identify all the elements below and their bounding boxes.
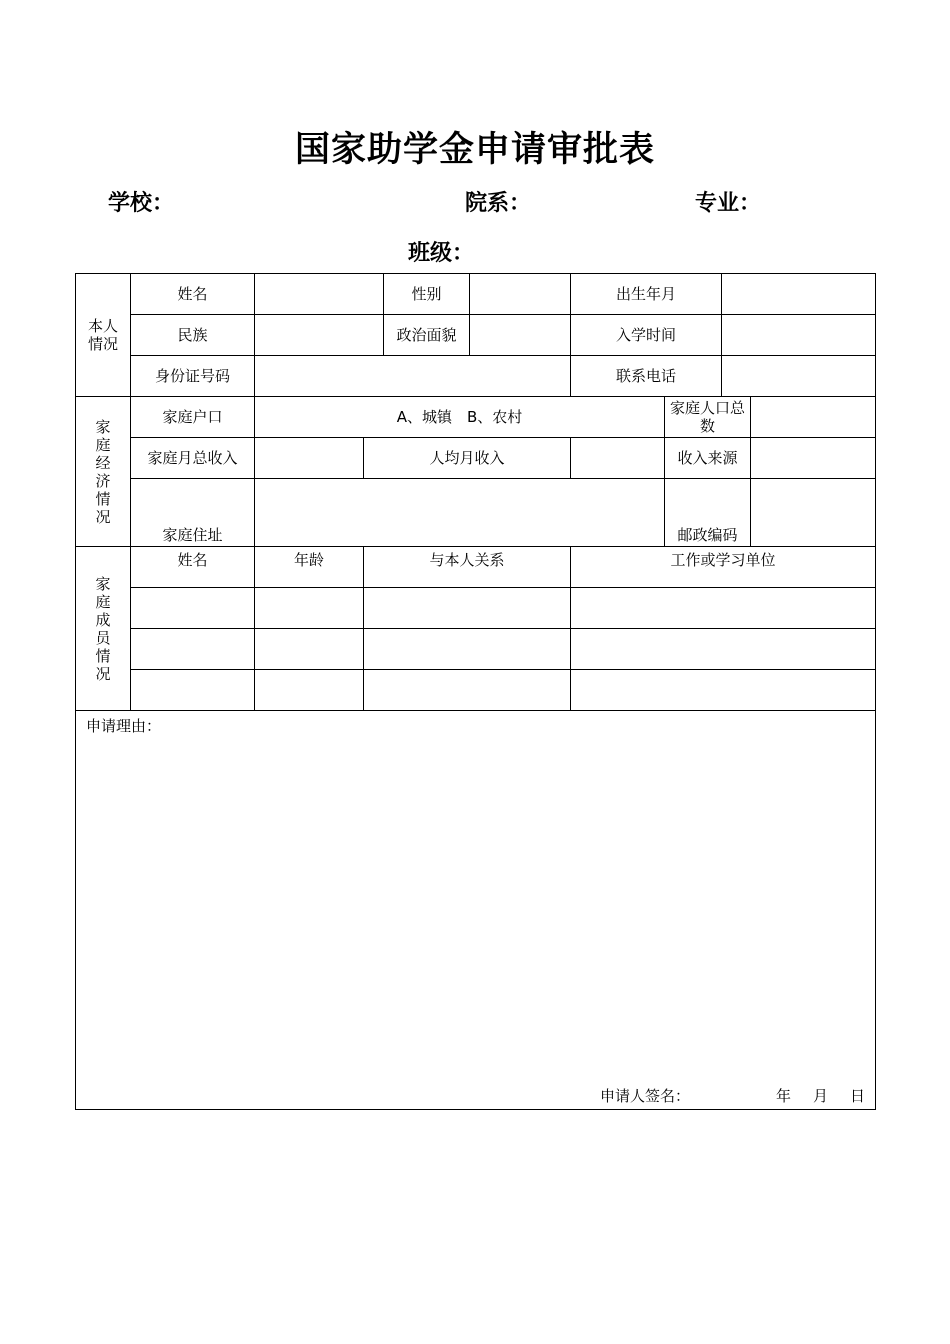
enroll-date-field[interactable] <box>722 315 876 356</box>
reason-field[interactable] <box>76 711 876 1110</box>
personal-row-1 <box>76 274 876 315</box>
name-field[interactable] <box>255 274 384 315</box>
postcode-field[interactable] <box>751 479 876 547</box>
hukou-options[interactable]: A、城镇 B、农村 <box>255 397 665 438</box>
month-label: 月 <box>813 1087 829 1105</box>
member-age-field[interactable] <box>255 629 364 670</box>
phone-label: 联系电话 <box>571 356 722 397</box>
income-source-field[interactable] <box>751 438 876 479</box>
member-workplace-field[interactable] <box>571 629 876 670</box>
member-row <box>76 588 876 629</box>
population-label: 家庭人口总数 <box>665 397 751 438</box>
per-capita-income-label: 人均月收入 <box>364 438 571 479</box>
signature-line <box>600 1087 865 1105</box>
members-section-text: 家 庭 成 员 情 况 <box>95 574 111 683</box>
id-number-field[interactable] <box>255 356 571 397</box>
class-label: 班级： <box>408 241 475 266</box>
signature-label: 申请人签名： <box>599 1087 690 1105</box>
gender-field[interactable] <box>470 274 571 315</box>
monthly-income-label: 家庭月总收入 <box>131 438 255 479</box>
page-title: 国家助学金申请审批表 <box>294 130 655 170</box>
day-label: 日 <box>850 1087 866 1105</box>
member-workplace-field[interactable] <box>571 670 876 711</box>
birth-label: 出生年月 <box>571 274 722 315</box>
school-label: 学校： <box>108 191 175 216</box>
member-relation-field[interactable] <box>364 629 571 670</box>
reason-label: 申请理由： <box>86 717 162 735</box>
member-age-header: 年龄 <box>255 547 364 588</box>
year-label: 年 <box>775 1087 791 1105</box>
personal-row-3 <box>76 356 876 397</box>
phone-field[interactable] <box>722 356 876 397</box>
postcode-label: 邮政编码 <box>665 479 751 547</box>
id-number-label: 身份证号码 <box>131 356 255 397</box>
economy-section-label <box>76 397 131 547</box>
member-name-field[interactable] <box>131 588 255 629</box>
monthly-income-field[interactable] <box>255 438 364 479</box>
member-name-field[interactable] <box>131 629 255 670</box>
political-status-field[interactable] <box>470 315 571 356</box>
economy-row-3 <box>76 479 876 547</box>
ethnicity-field[interactable] <box>255 315 384 356</box>
income-source-label: 收入来源 <box>665 438 751 479</box>
member-relation-field[interactable] <box>364 670 571 711</box>
economy-row-2 <box>76 438 876 479</box>
personal-row-2 <box>76 315 876 356</box>
enroll-date-label: 入学时间 <box>571 315 722 356</box>
member-relation-field[interactable] <box>364 588 571 629</box>
reason-row <box>76 711 876 1110</box>
per-capita-income-field[interactable] <box>571 438 665 479</box>
population-field[interactable] <box>751 397 876 438</box>
member-row <box>76 670 876 711</box>
major-label: 专业： <box>695 191 762 216</box>
gender-label: 性别 <box>384 274 470 315</box>
address-field[interactable] <box>255 479 665 547</box>
member-age-field[interactable] <box>255 588 364 629</box>
personal-section-label: 本人 情况 <box>76 274 131 397</box>
member-row <box>76 629 876 670</box>
economy-section-text: 家 庭 经 济 情 况 <box>95 417 111 526</box>
member-workplace-header: 工作或学习单位 <box>571 547 876 588</box>
economy-row-1 <box>76 397 876 438</box>
member-relation-header: 与本人关系 <box>364 547 571 588</box>
department-label: 院系： <box>465 191 532 216</box>
application-form-table <box>75 273 876 1110</box>
hukou-label: 家庭户口 <box>131 397 255 438</box>
political-status-label: 政治面貌 <box>384 315 470 356</box>
member-name-field[interactable] <box>131 670 255 711</box>
members-header-row <box>76 547 876 588</box>
ethnicity-label: 民族 <box>131 315 255 356</box>
members-section-label <box>76 547 131 711</box>
birth-field[interactable] <box>722 274 876 315</box>
name-label: 姓名 <box>131 274 255 315</box>
address-label: 家庭住址 <box>131 479 255 547</box>
member-name-header: 姓名 <box>131 547 255 588</box>
member-age-field[interactable] <box>255 670 364 711</box>
member-workplace-field[interactable] <box>571 588 876 629</box>
